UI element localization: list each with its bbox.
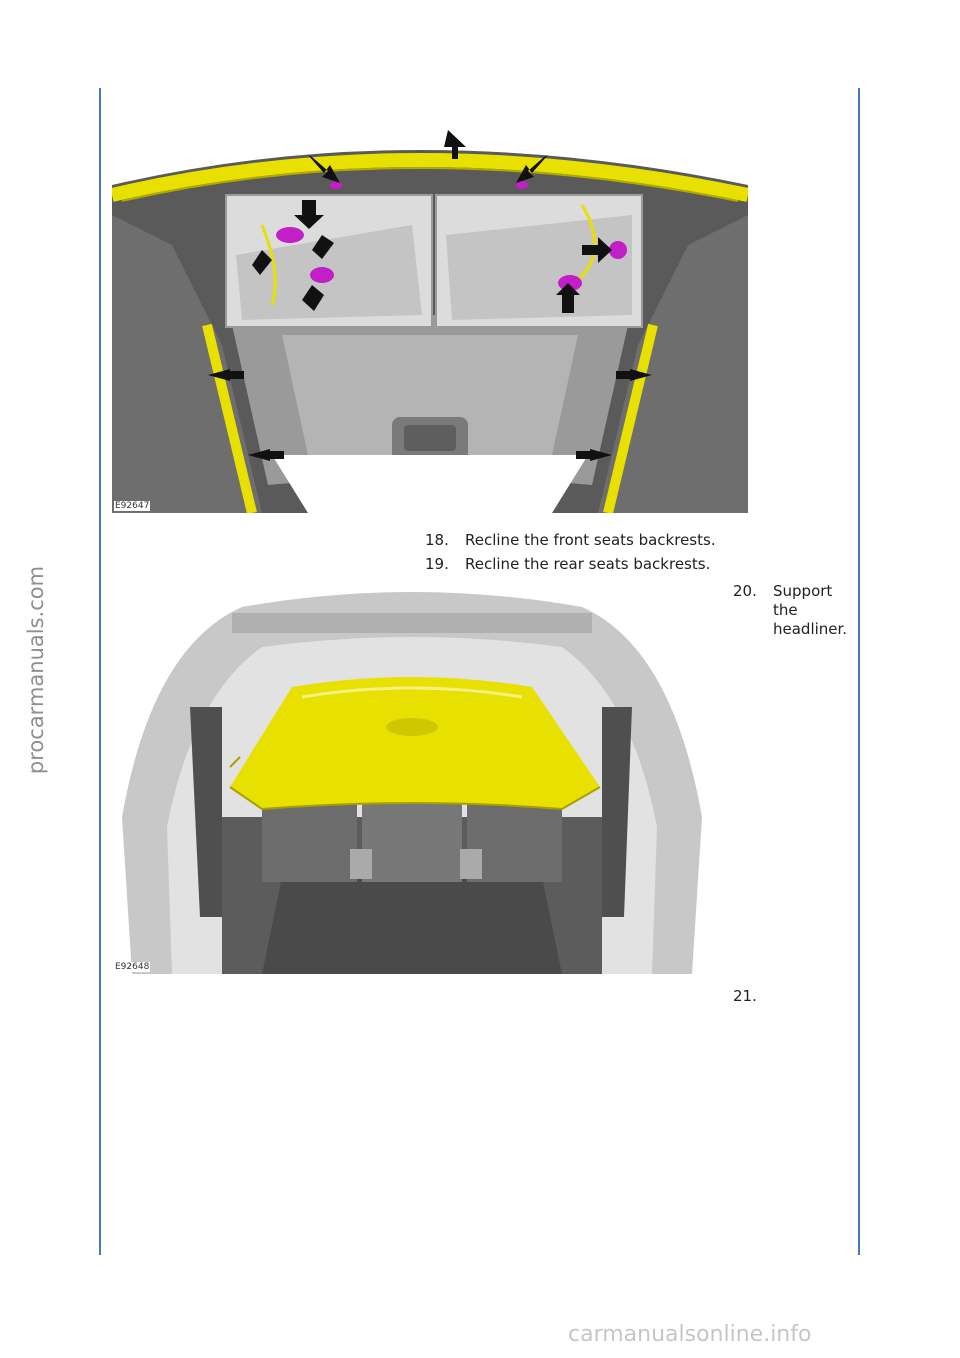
step-text: Recline the rear seats backrests. <box>465 555 711 573</box>
step-number: 20. <box>733 582 757 600</box>
figure-headliner-removal <box>112 587 710 974</box>
bottom-watermark: carmanualsonline.info <box>568 1322 812 1347</box>
side-watermark: procarmanuals.com <box>24 565 48 775</box>
step-number: 21. <box>733 987 757 1005</box>
step-number: 19. <box>425 555 449 573</box>
step-text: Recline the front seats backrests. <box>465 531 716 549</box>
figure-headliner-fasteners <box>112 125 748 513</box>
step-text: Support the headliner. <box>773 582 848 638</box>
headliner-fasteners-illustration <box>112 125 748 513</box>
left-margin-rule <box>99 88 101 1255</box>
figure-code: E92648 <box>115 962 150 972</box>
right-margin-rule <box>858 88 860 1255</box>
figure-code: E92647 <box>115 501 150 511</box>
headliner-removal-illustration <box>112 587 710 974</box>
step-number: 18. <box>425 531 449 549</box>
